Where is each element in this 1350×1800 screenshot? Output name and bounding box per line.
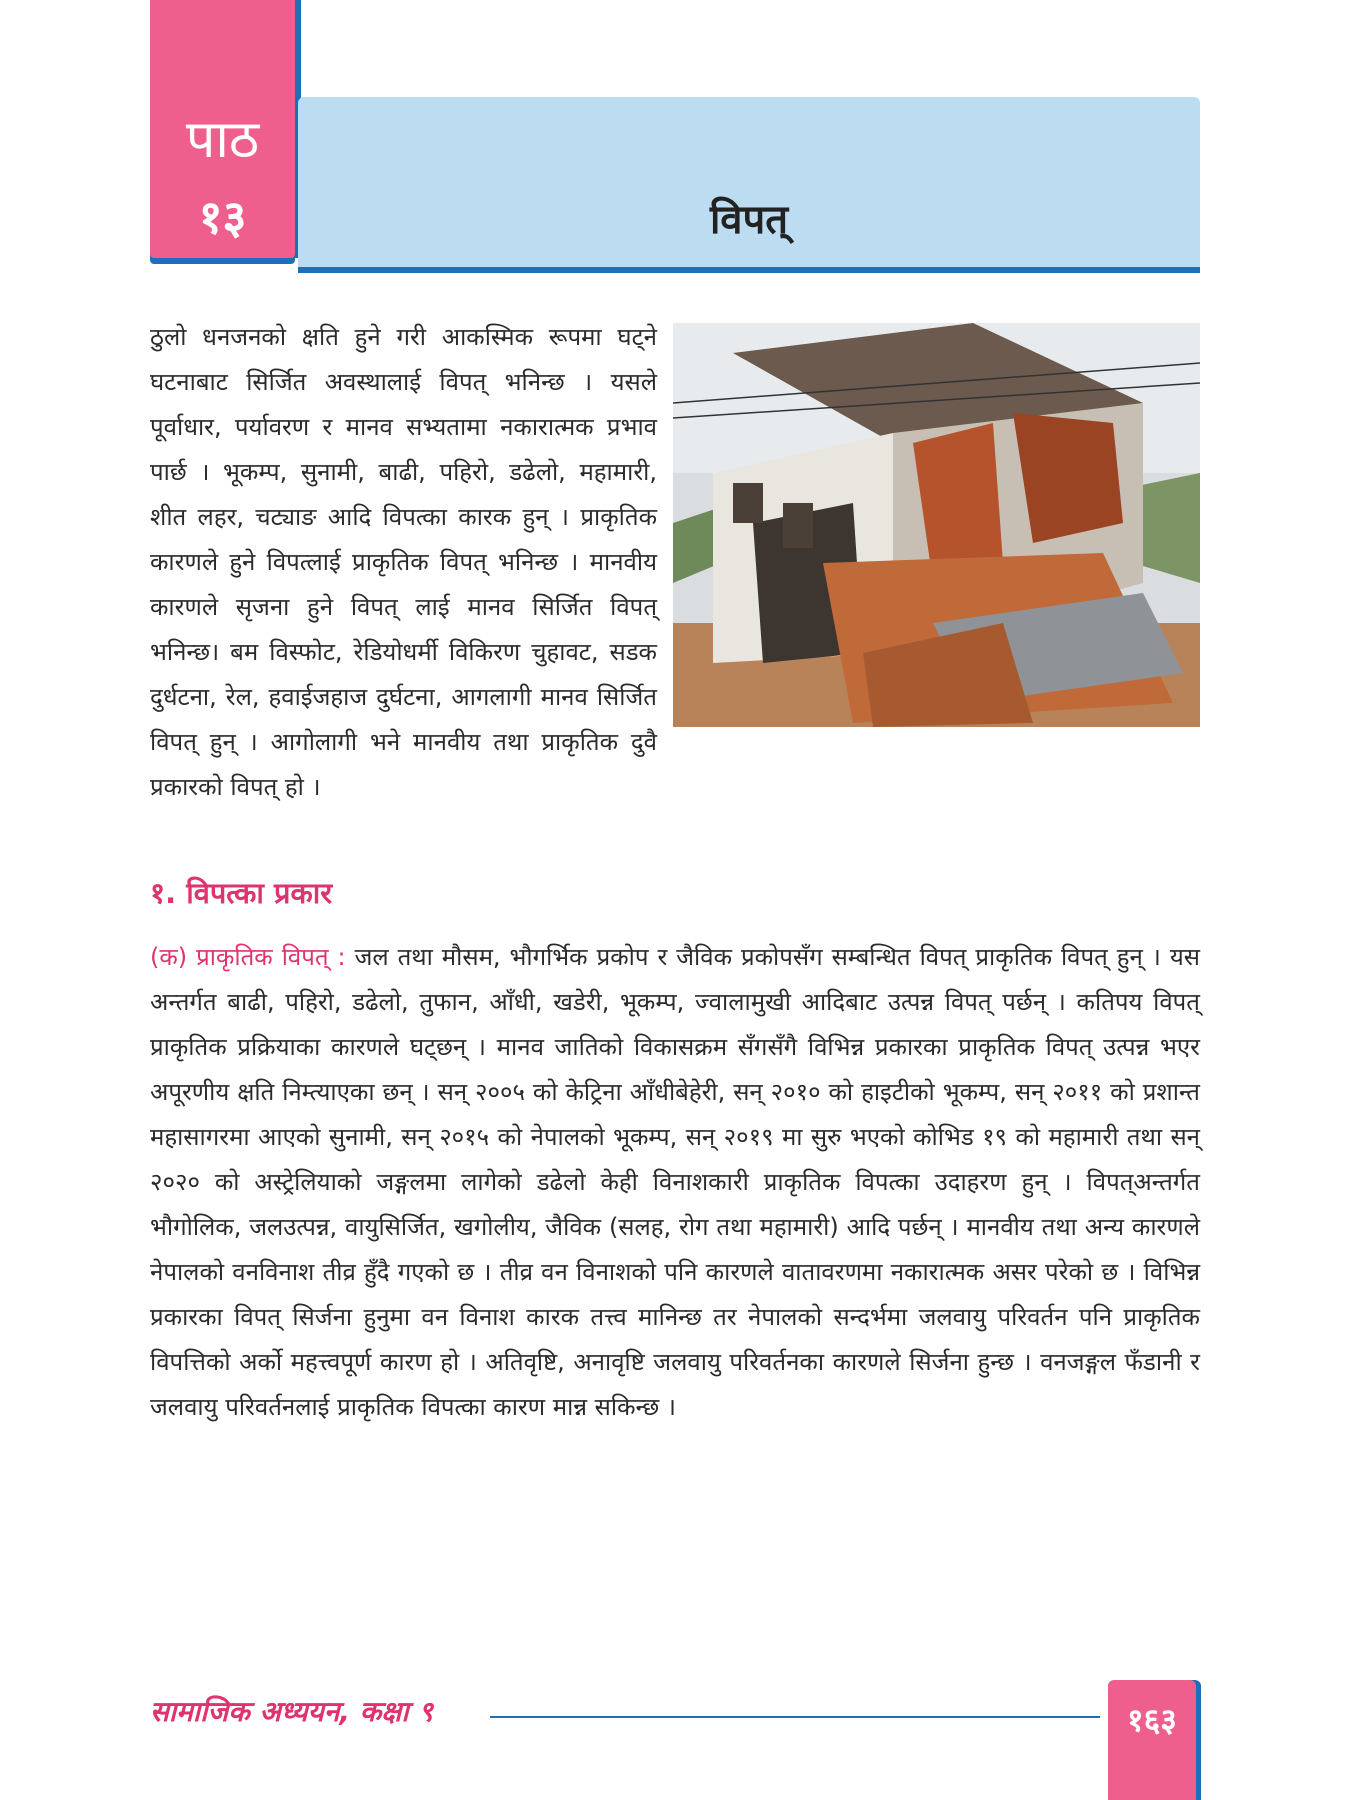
page-number-tab bbox=[1108, 1680, 1196, 1800]
page-number: १६३ bbox=[1127, 1701, 1177, 1739]
lesson-label: पाठ bbox=[185, 110, 260, 170]
page-title: विपत् bbox=[709, 197, 789, 243]
lead-paragraph-block bbox=[150, 315, 1200, 810]
collapsed-house-photo bbox=[673, 323, 1200, 727]
subsection-label: (क) प्राकृतिक विपत् : bbox=[150, 943, 346, 971]
lead-paragraph: ठुलो धनजनको क्षति हुने गरी आकस्मिक रूपमा घट्ने घटनाबाट सिर्जित अवस्थालाई विपत् भनिन्छ । यसले पूर्वाधार, पर्यावरण र मानव सभ्यतामा नकारात्मक प्रभाव पार्छ । भूकम्प, सुनामी, बाढी, पहिरो, डढेलो, महामारी, शीत लहर, चट्याङ आदि विपत्का कारक हुन् । प्राकृतिक कारणले हुने विपत्लाई प्राकृतिक विपत् भनिन्छ । मानवीय कारणले सृजना हुने विपत् लाई मानव सिर्जित विपत् भनिन्छ। बम विस्फोट, रेडियोधर्मी विकिरण चुहावट, सडक दुर्धटना, रेल, हवाईजहाज दुर्घटना, आगलागी मानव सिर्जित विपत् हुन् । आगोलागी भने मानवीय तथा प्राकृतिक दुवै प्रकारको विपत् हो । bbox=[150, 323, 657, 801]
collapsed-house-illustration bbox=[673, 323, 1200, 727]
title-band bbox=[298, 97, 1200, 273]
lesson-tab bbox=[150, 0, 295, 258]
lesson-number: १३ bbox=[198, 190, 247, 244]
book-title: सामाजिक अध्ययन, कक्षा ९ bbox=[150, 1695, 433, 1728]
section-heading: १. विपत्का प्रकार bbox=[150, 876, 333, 910]
natural-disaster-paragraph bbox=[150, 935, 1200, 1430]
footer-divider bbox=[490, 1716, 1100, 1718]
subsection-body: जल तथा मौसम, भौगर्भिक प्रकोप र जैविक प्रकोपसँग सम्बन्धित विपत् प्राकृतिक विपत् हुन् । यस अन्तर्गत बाढी, पहिरो, डढेलो, तुफान, आँधी, खडेरी, भूकम्प, ज्वालामुखी आदिबाट उत्पन्न विपत् पर्छन् । कतिपय विपत् प्राकृतिक प्रक्रियाका कारणले घट्छन् । मानव जातिको विकासक्रम सँगसँगै विभिन्न प्रकारका प्राकृतिक विपत् उत्पन्न भएर अपूरणीय क्षति निम्त्याएका छन् । सन् २००५ को केट्रिना आँधीबेहेरी, सन् २०१० को हाइटीको भूकम्प, सन् २०११ को प्रशान्त महासागरमा आएको सुनामी, सन् २०१५ को नेपालको भूकम्प, सन् २०१९ मा सुरु भएको कोभिड १९ को महामारी तथा सन् २०२० को अस्ट्रेलियाको जङ्गलमा लागेको डढेलो केही विनाशकारी प्राकृतिक विपत्का उदाहरण हुन् । विपत्अन्तर्गत भौगोलिक, जलउत्पन्न, वायुसिर्जित, खगोलीय, जैविक (सलह, रोग तथा महामारी) आदि पर्छन् । मानवीय तथा अन्य कारणले नेपालको वनविनाश तीव्र हुँदै गएको छ । तीव्र वन विनाशको पनि कारणले वातावरणमा नकारात्मक असर परेको छ । विभिन्न प्रकारका विपत् सिर्जना हुनुमा वन विनाश कारक तत्त्व मानिन्छ तर नेपालको सन्दर्भमा जलवायु परिवर्तन पनि प्राकृतिक विपत्तिको अर्को महत्त्वपूर्ण कारण हो । अतिवृष्टि, अनावृष्टि जलवायु परिवर्तनका कारणले सिर्जना हुन्छ । वनजङ्गल फँडानी र जलवायु परिवर्तनलाई प्राकृतिक विपत्का कारण मान्न सकिन्छ । bbox=[150, 943, 1200, 1421]
